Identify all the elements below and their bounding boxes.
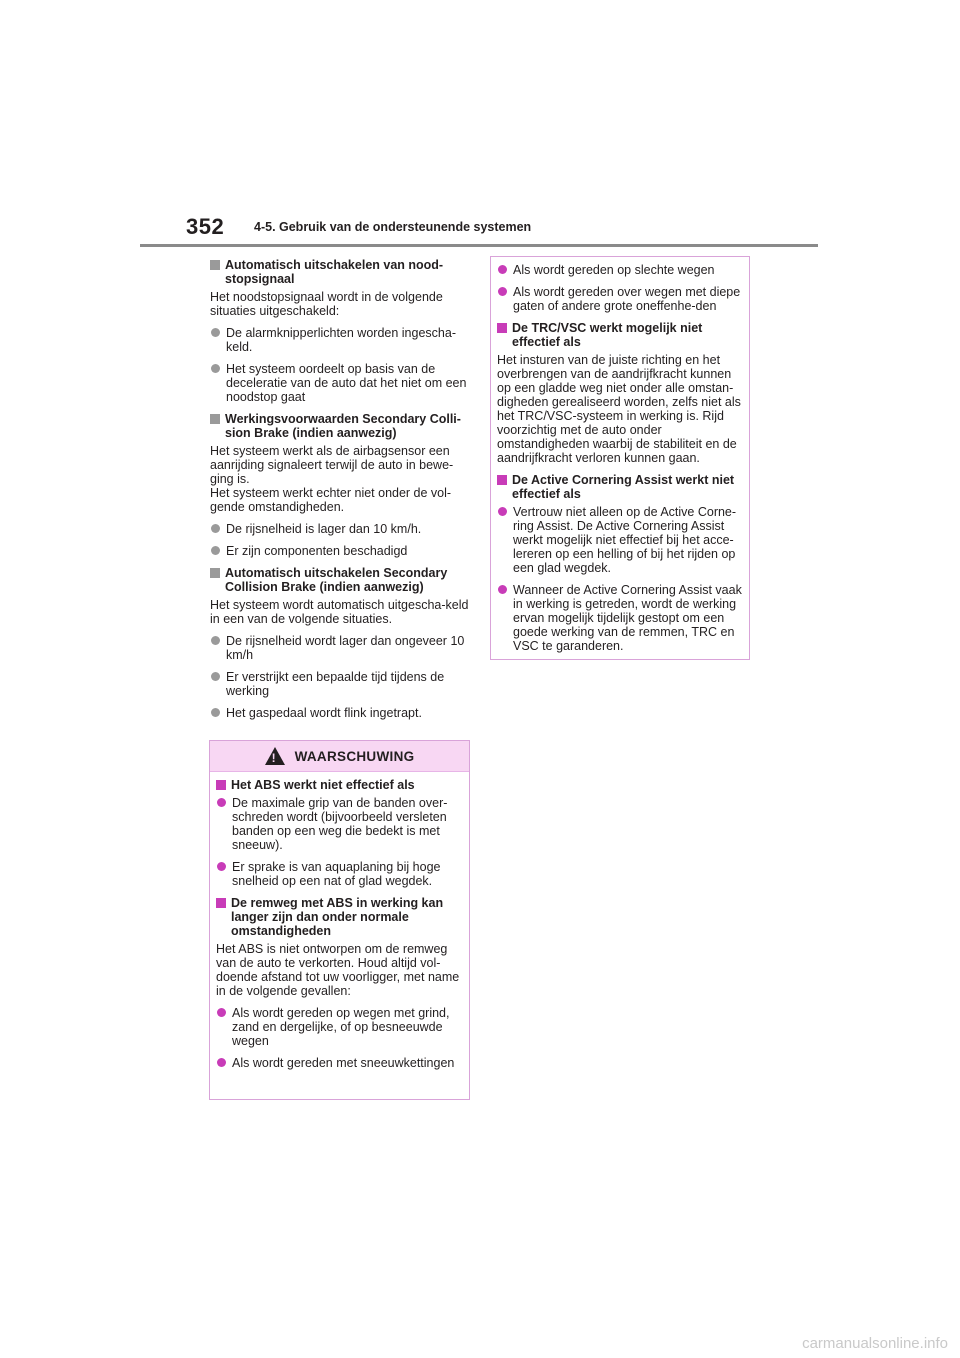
list-item-text: Wanneer de Active Cornering Assist vaak in werking is getreden, wordt de werking ervan mogelijk tijdelijk gestopt om een goede werking van de remmen, TRC en VSC te garanderen. <box>513 583 742 653</box>
watermark: carmanualsonline.info <box>802 1335 948 1352</box>
list-item <box>497 583 743 653</box>
bullet-dot-icon <box>211 636 220 645</box>
list-item-text: Als wordt gereden over wegen met diepe gaten of andere grote oneffenhe-den <box>513 285 741 313</box>
paragraph: Het systeem wordt automatisch uitgescha-keld in een van de volgende situaties. <box>210 598 469 626</box>
list-item-text: Als wordt gereden op slechte wegen <box>513 263 715 277</box>
right-warning-continuation <box>490 256 750 660</box>
square-marker-icon <box>210 260 220 270</box>
heading-abs-braking-distance <box>216 896 463 938</box>
list-item-text: Het systeem oordeelt op basis van de deceleratie van de auto dat het niet om een noodstop gaat <box>226 362 467 404</box>
section-title: 4-5. Gebruik van de ondersteunende systemen <box>254 220 532 234</box>
list-item <box>210 670 470 698</box>
bullet-dot-icon <box>217 798 226 807</box>
warning-title: WAARSCHUWING <box>294 748 415 764</box>
warning-triangle-icon <box>265 747 285 765</box>
list-item-text: De rijsnelheid wordt lager dan ongeveer 10 km/h <box>226 634 465 662</box>
square-marker-icon <box>497 323 507 333</box>
warning-box <box>209 740 470 1100</box>
heading-text: De Active Cornering Assist werkt niet effectief als <box>512 473 735 501</box>
bullet-dot-icon <box>498 585 507 594</box>
list-item-text: Vertrouw niet alleen op de Active Corne-ring Assist. De Active Cornering Assist werkt mogelijk niet effectief bij het acce-lereren op een helling of bij het rijden op een glad wegdek. <box>513 505 737 575</box>
list-item-text: Er sprake is van aquaplaning bij hoge snelheid op een nat of glad wegdek. <box>232 860 441 888</box>
list-item <box>210 326 470 354</box>
heading-text: Het ABS werkt niet effectief als <box>231 778 415 792</box>
paragraph: Het systeem werkt als de airbagsensor een aanrijding signaleert terwijl de auto in bewe-ging is. Het systeem werkt echter niet onder de vol-gende omstandigheden. <box>210 444 454 514</box>
list-item-text: Als wordt gereden met sneeuwkettingen <box>232 1056 455 1070</box>
heading-secondary-collision-conditions <box>210 412 470 440</box>
heading-abs-not-effective <box>216 778 463 792</box>
header-rule <box>140 244 818 247</box>
list-item <box>216 1006 463 1048</box>
page-number: 352 <box>186 214 225 239</box>
list-item <box>216 860 463 888</box>
square-marker-icon <box>497 475 507 485</box>
list-item <box>497 263 743 277</box>
bullet-dot-icon <box>211 546 220 555</box>
list-item <box>210 706 470 720</box>
list-item <box>216 796 463 852</box>
list-item-text: Als wordt gereden op wegen met grind, zand en dergelijke, of op besneeuwde wegen <box>232 1006 450 1048</box>
list-item <box>210 522 470 536</box>
square-marker-icon <box>216 780 226 790</box>
list-item <box>210 362 470 404</box>
bullet-dot-icon <box>211 328 220 337</box>
square-marker-icon <box>210 414 220 424</box>
warning-exclamation-glyph: ! <box>271 751 276 765</box>
bullet-dot-icon <box>211 672 220 681</box>
list-item <box>210 634 470 662</box>
heading-emergency-signal-off <box>210 258 470 286</box>
heading-text: De remweg met ABS in werking kan langer zijn dan onder normale omstandigheden <box>231 896 444 938</box>
bullet-dot-icon <box>217 1058 226 1067</box>
square-marker-icon <box>216 898 226 908</box>
heading-text: Werkingsvoorwaarden Secondary Colli-sion Brake (indien aanwezig) <box>225 412 461 440</box>
list-item <box>497 505 743 575</box>
list-item-text: De alarmknipperlichten worden ingescha-keld. <box>226 326 456 354</box>
paragraph: Het insturen van de juiste richting en het overbrengen van de aandrijfkracht kunnen op een gladde weg niet onder alle omstan-digheden gerealiseerd worden, zelfs niet als het TRC/VSC-systeem in werking is. Rijd voorzichtig met de auto onder omstandigheden waarbij de stabiliteit en de aandrijfkracht verloren kunnen gaan. <box>497 353 741 465</box>
list-item-text: De maximale grip van de banden over-schreden wordt (bijvoorbeeld versleten banden op een weg die bedekt is met sneeuw). <box>232 796 448 852</box>
square-marker-icon <box>210 568 220 578</box>
bullet-dot-icon <box>211 708 220 717</box>
heading-active-cornering-assist <box>497 473 743 501</box>
bullet-dot-icon <box>498 265 507 274</box>
bullet-dot-icon <box>211 364 220 373</box>
list-item-text: De rijsnelheid is lager dan 10 km/h. <box>226 522 422 536</box>
heading-text: De TRC/VSC werkt mogelijk niet effectief als <box>512 321 703 349</box>
list-item-text: Het gaspedaal wordt flink ingetrapt. <box>226 706 422 720</box>
list-item <box>497 285 743 313</box>
paragraph: Het noodstopsignaal wordt in de volgende situaties uitgeschakeld: <box>210 290 443 318</box>
bullet-dot-icon <box>211 524 220 533</box>
list-item-text: Er zijn componenten beschadigd <box>226 544 408 558</box>
list-item <box>210 544 470 558</box>
bullet-dot-icon <box>498 507 507 516</box>
heading-text: Automatisch uitschakelen Secondary Collision Brake (indien aanwezig) <box>225 566 448 594</box>
bullet-dot-icon <box>217 862 226 871</box>
list-item-text: Er verstrijkt een bepaalde tijd tijdens de werking <box>226 670 445 698</box>
heading-text: Automatisch uitschakelen van nood- stopsignaal <box>225 258 444 286</box>
list-item <box>216 1056 463 1070</box>
bullet-dot-icon <box>217 1008 226 1017</box>
heading-trc-vsc <box>497 321 743 349</box>
paragraph: Het ABS is niet ontworpen om de remweg van de auto te verkorten. Houd altijd vol-doende afstand tot uw voorligger, met name in de volgende gevallen: <box>216 942 460 998</box>
warning-body <box>210 772 469 1084</box>
warning-header <box>210 741 469 772</box>
heading-secondary-collision-auto-off <box>210 566 470 594</box>
left-column <box>210 258 470 728</box>
bullet-dot-icon <box>498 287 507 296</box>
